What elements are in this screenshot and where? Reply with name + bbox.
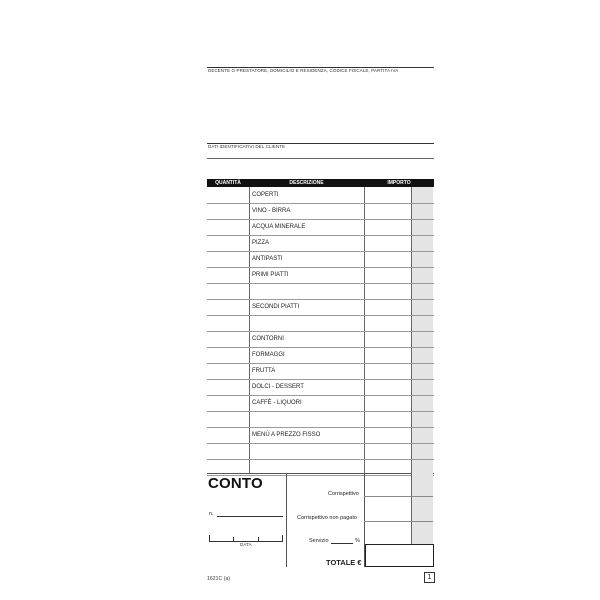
row-separator <box>207 443 434 444</box>
item-label: VINO - BIRRA <box>252 208 291 214</box>
row-separator <box>207 427 434 428</box>
item-label: CONTORNI <box>252 336 284 342</box>
issuer-caption: DECENTE O PRESTATORE, DOMICILIO E RESIDENZA, CODICE FISCALE, PARTITA IVA <box>208 68 399 73</box>
copy-number-box <box>424 572 435 583</box>
row-separator <box>207 219 434 220</box>
divider-quantita <box>249 187 250 473</box>
importo-shaded-column <box>411 187 433 473</box>
header-descrizione: DESCRIZIONE <box>289 180 324 186</box>
row-separator <box>207 379 434 380</box>
items-table <box>207 179 434 474</box>
divider-importo-cents <box>411 187 412 473</box>
servizio-label: Servizio <box>309 538 329 544</box>
copy-number: 1 <box>427 574 432 581</box>
item-label: DOLCI - DESSERT <box>252 384 304 390</box>
row-separator <box>207 331 434 332</box>
item-label: FRUTTA <box>252 368 276 374</box>
date-field[interactable] <box>209 535 283 542</box>
corrispettivo-non-pagato-label: Corrispettivo non pagato <box>297 515 357 521</box>
client-line-1[interactable] <box>207 158 434 159</box>
row-separator <box>207 203 434 204</box>
header-quantita: QUANTITÀ <box>215 180 241 186</box>
row-separator <box>207 267 434 268</box>
item-label: CAFFÈ - LIQUORI <box>252 400 302 406</box>
row-separator <box>207 283 434 284</box>
row-separator <box>207 411 434 412</box>
number-label: n. <box>209 511 214 517</box>
percent-sign: % <box>355 538 360 544</box>
corrispettivo-non-pagato-line <box>364 521 433 522</box>
servizio-field[interactable] <box>331 543 353 544</box>
item-label: SECONDI PIATTI <box>252 304 300 310</box>
row-separator <box>207 459 434 460</box>
totale-label: TOTALE € <box>326 558 362 567</box>
summary-cents-divider <box>411 473 412 544</box>
row-separator <box>207 347 434 348</box>
item-label: PIZZA <box>252 240 270 246</box>
client-caption: DATI IDENTIFICATIVI DEL CLIENTE <box>208 144 286 149</box>
item-label: COPERTI <box>252 192 279 198</box>
conto-title: CONTO <box>208 475 263 492</box>
item-label: FORMAGGI <box>252 352 285 358</box>
summary-divider <box>286 473 287 567</box>
table-header <box>207 179 434 187</box>
totale-box[interactable] <box>365 544 434 567</box>
item-label: PRIMI PIATTI <box>252 272 289 278</box>
form-code: 1621C (a) <box>207 576 231 582</box>
header-importo: IMPORTO <box>387 180 411 186</box>
row-separator <box>207 299 434 300</box>
corrispettivo-label: Corrispettivo <box>328 491 359 497</box>
item-label: ANTIPASTI <box>252 256 283 262</box>
number-field[interactable] <box>217 516 283 517</box>
divider-descrizione <box>364 187 365 473</box>
summary-block <box>207 473 434 567</box>
row-separator <box>207 251 434 252</box>
date-label: DATA <box>240 542 252 547</box>
item-label: ACQUA MINERALE <box>252 224 306 230</box>
row-separator <box>207 315 434 316</box>
row-separator <box>207 235 434 236</box>
row-separator <box>207 363 434 364</box>
row-separator <box>207 395 434 396</box>
summary-shade <box>411 473 433 544</box>
item-label: MENÙ A PREZZO FISSO <box>252 432 321 438</box>
corrispettivo-line <box>364 496 433 497</box>
